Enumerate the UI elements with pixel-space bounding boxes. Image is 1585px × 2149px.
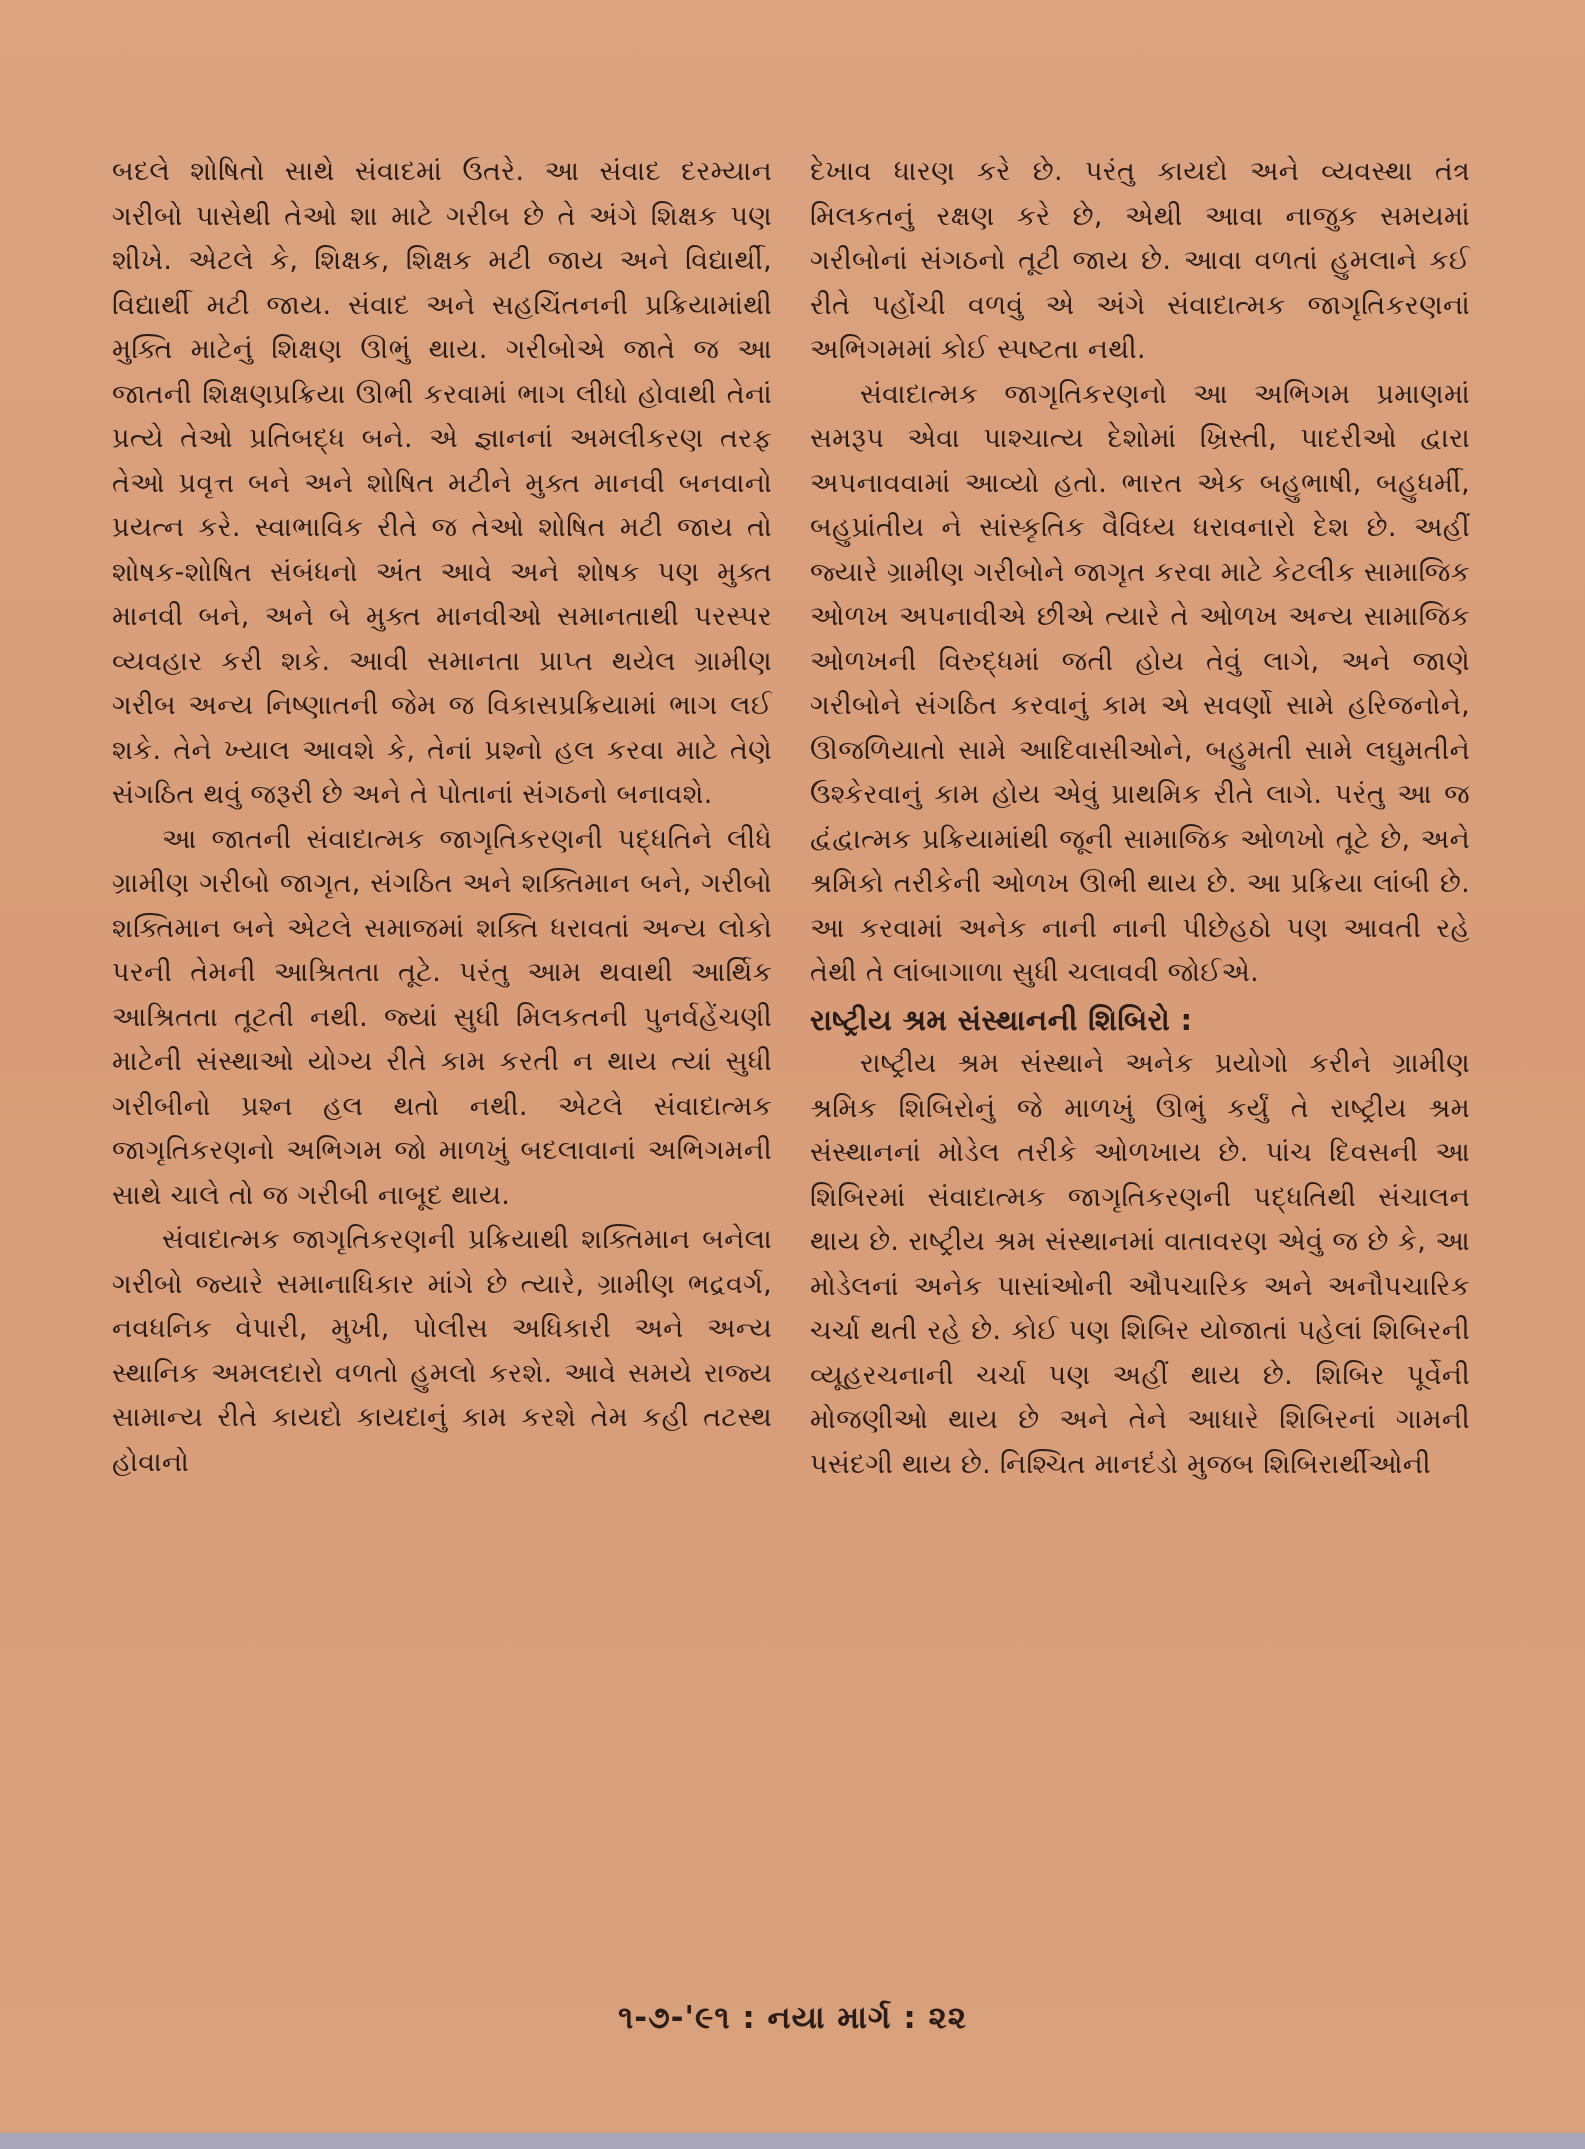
section-heading: રાષ્ટ્રીય શ્રમ સંસ્થાનની શિબિરો :: [810, 1002, 1193, 1037]
left-paragraph-1: બદલે શોષિતો સાથે સંવાદમાં ઉતરે. આ સંવાદ દરમ્યાન ગરીબો પાસેથી તેઓ શા માટે ગરીબ છે તે અંગે શિક્ષક પણ શીખે. એટલે કે, શિક્ષક, શિક્ષક મટી જાય અને વિદ્યાર્થી, વિદ્યાર્થી મટી જાય. સંવાદ અને સહચિંતનની પ્રક્રિયામાંથી મુક્તિ માટેનું શિક્ષણ ઊભું થાય. ગરીબોએ જાતે જ આ જાતની શિક્ષણપ્રક્રિયા ઊભી કરવામાં ભાગ લીધો હોવાથી તેનાં પ્રત્યે તેઓ પ્રતિબદ્ધ બને. એ જ્ઞાનનાં અમલીકરણ તરફ તેઓ પ્રવૃત્ત બને અને શોષિત મટીને મુક્ત માનવી બનવાનો પ્રયત્ન કરે. સ્વાભાવિક રીતે જ તેઓ શોષિત મટી જાય તો શોષક-શોષિત સંબંધનો અંત આવે અને શોષક પણ મુક્ત માનવી બને, અને બે મુક્ત માનવીઓ સમાનતાથી પરસ્પર વ્યવહાર કરી શકે. આવી સમાનતા પ્રાપ્ત થયેલ ગ્રામીણ ગરીબ અન્ય નિષ્ણાતની જેમ જ વિકાસપ્રક્રિયામાં ભાગ લઈ શકે. તેને ખ્યાલ આવશે કે, તેનાં પ્રશ્નો હલ કરવા માટે તેણે સંગઠિત થવું જરૂરી છે અને તે પોતાનાં સંગઠનો બનાવશે.: [112, 156, 772, 810]
right-paragraph-3: રાષ્ટ્રીય શ્રમ સંસ્થાને અનેક પ્રયોગો કરીને ગ્રામીણ શ્રમિક શિબિરોનું જે માળખું ઊભું કર્યું તે રાષ્ટ્રીય શ્રમ સંસ્થાનનાં મોડેલ તરીકે ઓળખાય છે. પાંચ દિવસની આ શિબિરમાં સંવાદાત્મક જાગૃતિકરણની પદ્ધતિથી સંચાલન થાય છે. રાષ્ટ્રીય શ્રમ સંસ્થાનમાં વાતાવરણ એવું જ છે કે, આ મોડેલનાં અનેક પાસાંઓની ઔપચારિક અને અનૌપચારિક ચર્ચા થતી રહે છે. કોઈ પણ શિબિર યોજાતાં પહેલાં શિબિરની વ્યૂહરચનાની ચર્ચા પણ અહીં થાય છે. શિબિર પૂર્વેની મોજણીઓ થાય છે અને તેને આધારે શિબિરનાં ગામની પસંદગી થાય છે. નિશ્ચિત માનદંડો મુજબ શિબિરાર્થીઓની: [810, 1048, 1470, 1480]
left-paragraph-2: આ જાતની સંવાદાત્મક જાગૃતિકરણની પદ્ધતિને લીધે ગ્રામીણ ગરીબો જાગૃત, સંગઠિત અને શક્તિમાન બને, ગરીબો શક્તિમાન બને એટલે સમાજમાં શક્તિ ધરાવતાં અન્ય લોકો પરની તેમની આશ્રિતતા તૂટે. પરંતુ આમ થવાથી આર્થિક આશ્રિતતા તૂટતી નથી. જ્યાં સુધી મિલકતની પુનર્વહેંચણી માટેની સંસ્થાઓ યોગ્ય રીતે કામ કરતી ન થાય ત્યાં સુધી ગરીબીનો પ્રશ્ન હલ થતો નથી. એટલે સંવાદાત્મક જાગૃતિકરણનો અભિગમ જો માળખું બદલાવાનાં અભિગમની સાથે ચાલે તો જ ગરીબી નાબૂદ થાય.: [112, 823, 772, 1211]
left-paragraph-3: સંવાદાત્મક જાગૃતિકરણની પ્રક્રિયાથી શક્તિમાન બનેલા ગરીબો જ્યારે સમાનાધિકાર માંગે છે ત્યારે, ગ્રામીણ ભદ્રવર્ગ, નવધનિક વેપારી, મુખી, પોલીસ અધિકારી અને અન્ય સ્થાનિક અમલદારો વળતો હુમલો કરશે. આવે સમયે રાજ્ય સામાન્ય રીતે કાયદો કાયદાનું કામ કરશે તેમ કહી તટસ્થ હોવાનો: [112, 1224, 772, 1478]
scan-edge-strip: [0, 2133, 1585, 2149]
right-text-column: [810, 150, 1470, 1487]
right-paragraph-1: દેખાવ ધારણ કરે છે. પરંતુ કાયદો અને વ્યવસ્થા તંત્ર મિલકતનું રક્ષણ કરે છે, એથી આવા નાજુક સમયમાં ગરીબોનાં સંગઠનો તૂટી જાય છે. આવા વળતાં હુમલાને કઈ રીતે પહોંચી વળવું એ અંગે સંવાદાત્મક જાગૃતિકરણનાં અભિગમમાં કોઈ સ્પષ્ટતા નથી.: [810, 156, 1470, 365]
left-text-column: [112, 150, 772, 1485]
page-footer: ૧-૭-'૯૧ : નયા માર્ગ : ૨૨: [618, 2000, 967, 2036]
right-paragraph-2: સંવાદાત્મક જાગૃતિકરણનો આ અભિગમ પ્રમાણમાં સમરૂપ એવા પાશ્ચાત્ય દેશોમાં ખ્રિસ્તી, પાદરીઓ દ્વારા અપનાવવામાં આવ્યો હતો. ભારત એક બહુભાષી, બહુધર્મી, બહુપ્રાંતીય ને સાંસ્કૃતિક વૈવિધ્ય ધરાવનારો દેશ છે. અહીં જ્યારે ગ્રામીણ ગરીબોને જાગૃત કરવા માટે કેટલીક સામાજિક ઓળખ અપનાવીએ છીએ ત્યારે તે ઓળખ અન્ય સામાજિક ઓળખની વિરુદ્ધમાં જતી હોય તેવું લાગે, અને જાણે ગરીબોને સંગઠિત કરવાનું કામ એ સવર્ણો સામે હરિજનોને, ઊજળિયાતો સામે આદિવાસીઓને, બહુમતી સામે લઘુમતીને ઉશ્કેરવાનું કામ હોય એવું પ્રાથમિક રીતે લાગે. પરંતુ આ જ દ્વંદ્વાત્મક પ્રક્રિયામાંથી જૂની સામાજિક ઓળખો તૂટે છે, અને શ્રમિકો તરીકેની ઓળખ ઊભી થાય છે. આ પ્રક્રિયા લાંબી છે. આ કરવામાં અનેક નાની નાની પીછેહઠો પણ આવતી રહે તેથી તે લાંબાગાળા સુધી ચલાવવી જોઈએ.: [810, 378, 1470, 988]
